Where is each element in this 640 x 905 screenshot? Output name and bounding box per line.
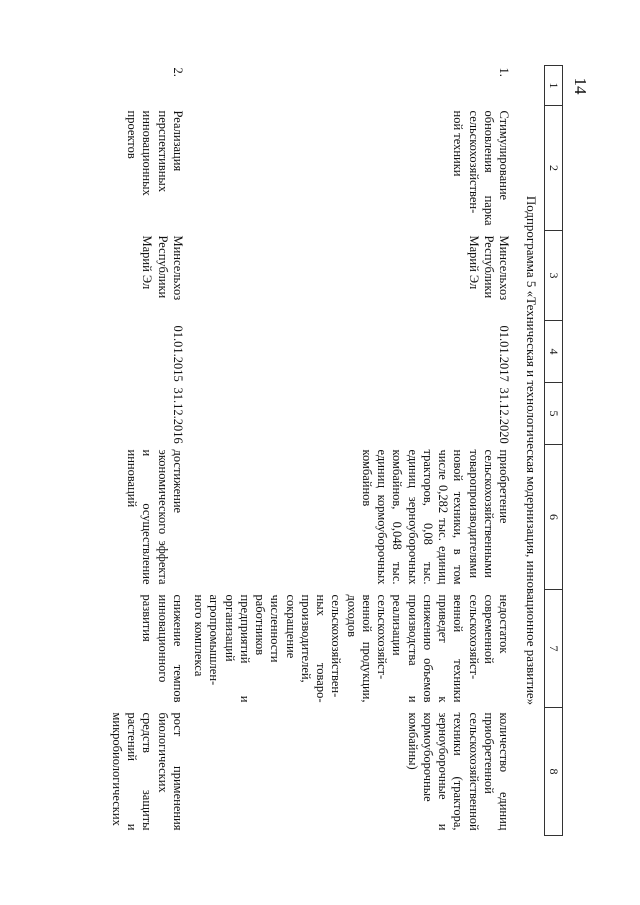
end-date-cell: 31.12.2020 (497, 387, 512, 444)
col-header-4: 4 (545, 321, 563, 383)
indicator-cell: рост применения биологических средств защиты растений и микробиологических (109, 712, 185, 831)
col-header-5: 5 (545, 383, 563, 445)
indicator-cell: количество единиц приобретенной сельскохозяйственной техники (трактора, зерноуборочные и кормоуборочные комбайны) (405, 712, 512, 831)
page-number: 14 (571, 77, 590, 95)
col-header-2: 2 (545, 106, 563, 231)
consequences-cell: снижение темпов инновационного развития (140, 594, 185, 703)
row-number: 2. (170, 67, 185, 77)
executor-cell: Минсельхоз Республики Марий Эл (466, 235, 512, 301)
col-header-1: 1 (545, 66, 563, 106)
start-date-cell: 01.01.2015 (170, 325, 185, 382)
col-header-6: 6 (545, 445, 563, 590)
subprogram-table (106, 65, 563, 836)
start-date-cell: 01.01.2017 (497, 325, 512, 382)
result-cell: достижение экономического эффекта и осуществление инноваций (125, 449, 185, 585)
col-header-3: 3 (545, 231, 563, 321)
table-row (106, 66, 188, 836)
rotated-table-frame (103, 65, 563, 835)
executor-cell: Минсельхоз Республики Марий Эл (140, 235, 185, 301)
measure-cell: Реализация перспективных инновационных проектов (125, 110, 185, 196)
header-row (545, 66, 563, 836)
row-number: 1. (497, 67, 512, 77)
measure-cell: Стимулирование обновления парка сельскохозяйствен-ной техники (451, 110, 512, 226)
consequences-cell: недостаток современной сельскохозяйст-венной техники приведет к снижению объемов производства и реализации сельскохозяйст-венной продукции, доходов сельскохозяйствен-ных товаро-производителей, сокращение численности работников предприятий и организаций агропромышлен-ного комплекса (192, 594, 512, 703)
table-row (188, 66, 514, 836)
subprogram-title: Подпрограмма 5 «Техническая и технологическая модернизация, инновационное развитие» (524, 195, 539, 706)
subprogram-row (514, 66, 544, 836)
result-cell: приобретение сельскохозяйственными товаропроизводителями новой техники, в том числе 0,282 тыс. единиц тракторов, 0,08 тыс. единиц зерноуборочных комбайнов, 0,048 тыс. единиц кормоуборочных комбайнов (359, 449, 512, 585)
col-header-7: 7 (545, 590, 563, 708)
end-date-cell: 31.12.2016 (170, 387, 185, 444)
col-header-8: 8 (545, 708, 563, 836)
